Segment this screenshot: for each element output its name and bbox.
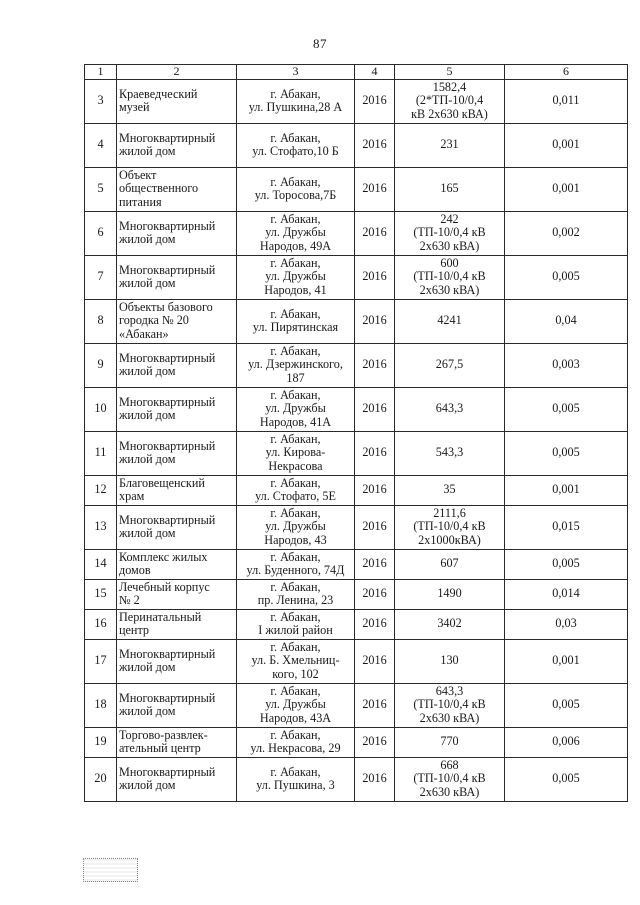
table-row (85, 167, 628, 211)
row-number: 18 (85, 683, 117, 727)
object-name: Торгово-развлек- ательный центр (117, 727, 237, 757)
load-value: 0,011 (505, 79, 628, 123)
commission-year: 2016 (355, 639, 395, 683)
object-address: г. Абакан, ул. Торосова,7Б (237, 167, 355, 211)
object-name: Лечебный корпус № 2 (117, 579, 237, 609)
object-address: г. Абакан, ул. Дзержинского, 187 (237, 343, 355, 387)
table-row (85, 255, 628, 299)
table-row (85, 387, 628, 431)
row-number: 5 (85, 167, 117, 211)
object-address: г. Абакан, ул. Кирова- Некрасова (237, 431, 355, 475)
connected-power: 130 (395, 639, 505, 683)
commission-year: 2016 (355, 431, 395, 475)
load-value: 0,003 (505, 343, 628, 387)
table-row (85, 757, 628, 801)
connected-power: 35 (395, 475, 505, 505)
load-value: 0,002 (505, 211, 628, 255)
header-cell: 4 (355, 65, 395, 80)
connected-power: 1490 (395, 579, 505, 609)
commission-year: 2016 (355, 167, 395, 211)
object-name: Многоквартирный жилой дом (117, 757, 237, 801)
connected-power: 267,5 (395, 343, 505, 387)
object-address: г. Абакан, ул. Б. Хмельниц- кого, 102 (237, 639, 355, 683)
load-value: 0,001 (505, 167, 628, 211)
load-value: 0,005 (505, 431, 628, 475)
connected-power: 242 (ТП-10/0,4 кВ 2х630 кВА) (395, 211, 505, 255)
table-row (85, 123, 628, 167)
object-name: Многоквартирный жилой дом (117, 255, 237, 299)
table-header-row (85, 65, 628, 80)
connected-power: 770 (395, 727, 505, 757)
header-cell: 6 (505, 65, 628, 80)
load-value: 0,001 (505, 639, 628, 683)
row-number: 17 (85, 639, 117, 683)
table-row (85, 727, 628, 757)
load-value: 0,005 (505, 683, 628, 727)
row-number: 4 (85, 123, 117, 167)
connected-power: 668 (ТП-10/0,4 кВ 2х630 кВА) (395, 757, 505, 801)
commission-year: 2016 (355, 211, 395, 255)
load-value: 0,014 (505, 579, 628, 609)
commission-year: 2016 (355, 255, 395, 299)
row-number: 14 (85, 549, 117, 579)
object-name: Многоквартирный жилой дом (117, 211, 237, 255)
object-name: Многоквартирный жилой дом (117, 387, 237, 431)
row-number: 8 (85, 299, 117, 343)
load-value: 0,005 (505, 255, 628, 299)
load-value: 0,006 (505, 727, 628, 757)
connected-power: 4241 (395, 299, 505, 343)
connected-power: 607 (395, 549, 505, 579)
object-address: г. Абакан, ул. Буденного, 74Д (237, 549, 355, 579)
table-row (85, 431, 628, 475)
object-name: Комплекс жилых домов (117, 549, 237, 579)
table-row (85, 609, 628, 639)
object-address: г. Абакан, ул. Дружбы Народов, 49А (237, 211, 355, 255)
row-number: 10 (85, 387, 117, 431)
row-number: 12 (85, 475, 117, 505)
data-table (84, 64, 628, 802)
connected-power: 3402 (395, 609, 505, 639)
row-number: 20 (85, 757, 117, 801)
object-address: г. Абакан, ул. Пушкина, 3 (237, 757, 355, 801)
connected-power: 600 (ТП-10/0,4 кВ 2х630 кВА) (395, 255, 505, 299)
object-address: г. Абакан, пр. Ленина, 23 (237, 579, 355, 609)
load-value: 0,03 (505, 609, 628, 639)
row-number: 15 (85, 579, 117, 609)
object-address: г. Абакан, ул. Дружбы Народов, 43 (237, 505, 355, 549)
load-value: 0,015 (505, 505, 628, 549)
commission-year: 2016 (355, 579, 395, 609)
object-name: Многоквартирный жилой дом (117, 123, 237, 167)
object-name: Объект общественного питания (117, 167, 237, 211)
object-address: г. Абакан, ул. Пушкина,28 А (237, 79, 355, 123)
object-address: г. Абакан, ул. Дружбы Народов, 41 (237, 255, 355, 299)
commission-year: 2016 (355, 387, 395, 431)
object-address: г. Абакан, ул. Стофато, 5Е (237, 475, 355, 505)
row-number: 19 (85, 727, 117, 757)
object-name: Объекты базового городка № 20 «Абакан» (117, 299, 237, 343)
object-address: г. Абакан, ул. Стофато,10 Б (237, 123, 355, 167)
connected-power: 643,3 (ТП-10/0,4 кВ 2х630 кВА) (395, 683, 505, 727)
load-value: 0,005 (505, 549, 628, 579)
load-value: 0,005 (505, 757, 628, 801)
commission-year: 2016 (355, 683, 395, 727)
object-name: Многоквартирный жилой дом (117, 431, 237, 475)
load-value: 0,005 (505, 387, 628, 431)
object-address: г. Абакан, ул. Дружбы Народов, 43А (237, 683, 355, 727)
object-address: г. Абакан, ул. Некрасова, 29 (237, 727, 355, 757)
table-row (85, 475, 628, 505)
commission-year: 2016 (355, 505, 395, 549)
load-value: 0,001 (505, 123, 628, 167)
row-number: 11 (85, 431, 117, 475)
commission-year: 2016 (355, 475, 395, 505)
header-cell: 2 (117, 65, 237, 80)
header-cell: 3 (237, 65, 355, 80)
object-address: г. Абакан, ул. Дружбы Народов, 41А (237, 387, 355, 431)
object-name: Многоквартирный жилой дом (117, 343, 237, 387)
row-number: 13 (85, 505, 117, 549)
table-row (85, 505, 628, 549)
connected-power: 165 (395, 167, 505, 211)
header-cell: 5 (395, 65, 505, 80)
object-name: Краеведческий музей (117, 79, 237, 123)
object-address: г. Абакан, I жилой район (237, 609, 355, 639)
row-number: 9 (85, 343, 117, 387)
table-row (85, 549, 628, 579)
page-number: 87 (313, 36, 327, 51)
commission-year: 2016 (355, 549, 395, 579)
table-row (85, 343, 628, 387)
table-body (85, 79, 628, 801)
row-number: 3 (85, 79, 117, 123)
commission-year: 2016 (355, 79, 395, 123)
object-address: г. Абакан, ул. Пирятинская (237, 299, 355, 343)
commission-year: 2016 (355, 609, 395, 639)
commission-year: 2016 (355, 757, 395, 801)
commission-year: 2016 (355, 343, 395, 387)
table-row (85, 639, 628, 683)
connected-power: 231 (395, 123, 505, 167)
connected-power: 1582,4 (2*ТП-10/0,4 кВ 2х630 кВА) (395, 79, 505, 123)
row-number: 7 (85, 255, 117, 299)
object-name: Многоквартирный жилой дом (117, 639, 237, 683)
row-number: 16 (85, 609, 117, 639)
object-name: Многоквартирный жилой дом (117, 683, 237, 727)
connected-power: 543,3 (395, 431, 505, 475)
table-row (85, 299, 628, 343)
table-row (85, 579, 628, 609)
commission-year: 2016 (355, 727, 395, 757)
row-number: 6 (85, 211, 117, 255)
object-name: Перинатальный центр (117, 609, 237, 639)
archive-stamp (83, 858, 138, 882)
header-cell: 1 (85, 65, 117, 80)
commission-year: 2016 (355, 299, 395, 343)
table-row (85, 211, 628, 255)
load-value: 0,001 (505, 475, 628, 505)
table-row (85, 683, 628, 727)
commission-year: 2016 (355, 123, 395, 167)
object-name: Благовещенский храм (117, 475, 237, 505)
table-row (85, 79, 628, 123)
connected-power: 643,3 (395, 387, 505, 431)
connected-power: 2111,6 (ТП-10/0,4 кВ 2х1000кВА) (395, 505, 505, 549)
load-value: 0,04 (505, 299, 628, 343)
object-name: Многоквартирный жилой дом (117, 505, 237, 549)
